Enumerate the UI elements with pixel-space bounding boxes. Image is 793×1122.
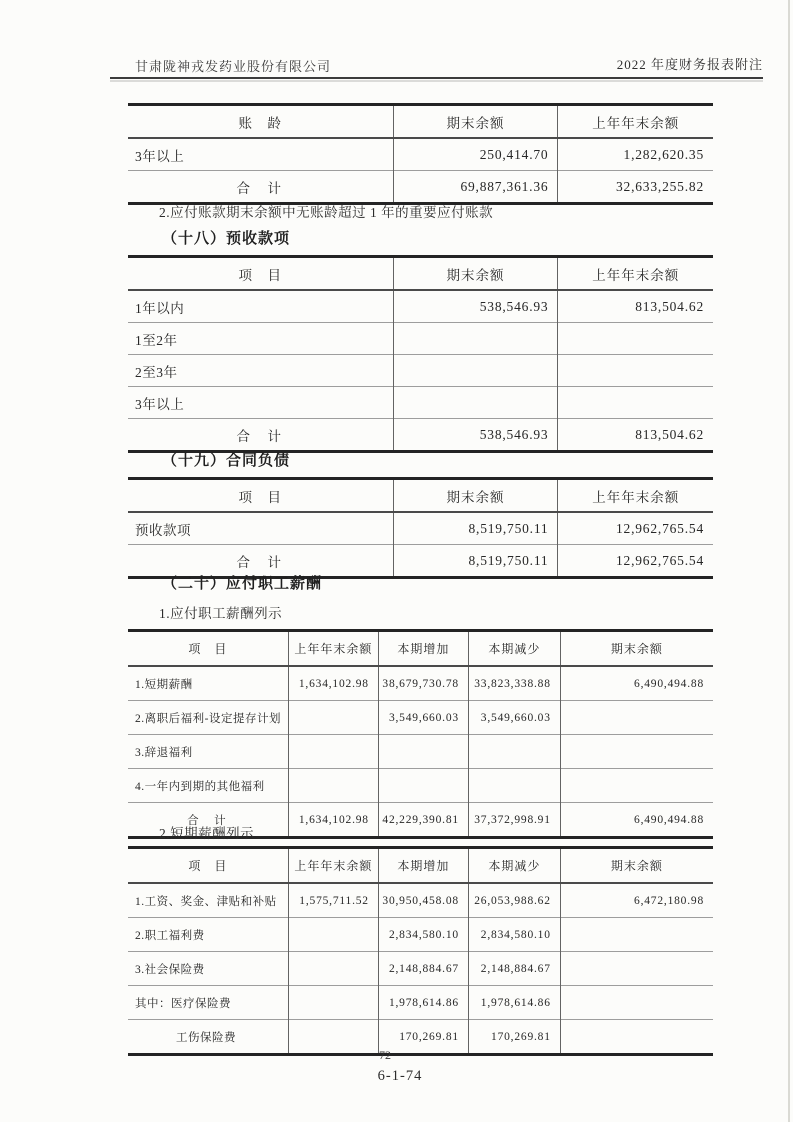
row-label: 1.工资、奖金、津贴和补贴	[128, 883, 288, 918]
amount-cell	[288, 986, 378, 1020]
column-header: 项 目	[128, 257, 393, 291]
amount-cell: 1,575,711.52	[288, 883, 378, 918]
amount-cell: 3,549,660.03	[468, 701, 560, 735]
column-header: 项 目	[128, 479, 393, 513]
employee-compensation-table-wrap	[128, 629, 713, 839]
amount-cell	[378, 769, 468, 803]
report-title: 2022 年度财务报表附注	[616, 57, 763, 72]
section-20-subitem-2: 2.短期薪酬列示	[159, 826, 255, 841]
table-row	[128, 138, 713, 171]
column-header: 期末余额	[393, 257, 558, 291]
table-row	[128, 986, 713, 1020]
row-label: 3.社会保险费	[128, 952, 288, 986]
amount-cell: 12,962,765.54	[558, 545, 713, 578]
header-rule	[110, 77, 763, 79]
short-term-compensation-table-wrap	[128, 846, 713, 1056]
row-label: 2.离职后福利-设定提存计划	[128, 701, 288, 735]
row-label: 3年以上	[128, 387, 393, 419]
row-label: 4.一年内到期的其他福利	[128, 769, 288, 803]
amount-cell	[288, 952, 378, 986]
amount-cell: 170,269.81	[468, 1020, 560, 1055]
amount-cell: 1,282,620.35	[623, 146, 704, 162]
amount-cell	[558, 323, 713, 355]
amount-cell: 1,634,102.98	[288, 666, 378, 701]
amount-cell	[560, 701, 713, 735]
amount-cell	[560, 986, 713, 1020]
row-label: 其中：医疗保险费	[128, 986, 288, 1020]
amount-cell: 8,519,750.11	[393, 512, 558, 545]
row-label: 1年以内	[128, 290, 393, 323]
column-header: 本期增加	[378, 631, 468, 667]
header-row	[128, 257, 713, 291]
page-number: 72	[379, 1048, 391, 1062]
column-header: 期末余额	[393, 105, 558, 139]
table-row	[128, 323, 713, 355]
column-header: 项 目	[128, 631, 288, 667]
amount-cell: 1,978,614.86	[468, 986, 560, 1020]
table-row	[128, 419, 713, 452]
column-header: 本期减少	[468, 848, 560, 884]
amount-cell: 42,229,390.81	[378, 803, 468, 838]
amount-cell	[560, 918, 713, 952]
amount-cell: 3,549,660.03	[378, 701, 468, 735]
table-row	[128, 355, 713, 387]
column-header: 上年年末余额	[558, 105, 713, 139]
amount-cell	[468, 769, 560, 803]
row-label: 1至2年	[128, 323, 393, 355]
contract-liabilities-table-wrap	[128, 477, 713, 579]
header-row	[128, 848, 713, 884]
amount-cell: 37,372,998.91	[468, 803, 560, 838]
accounts-payable-aging-table	[128, 103, 713, 205]
amount-cell	[288, 735, 378, 769]
amount-cell: 32,633,255.82	[558, 171, 713, 204]
amount-cell: 538,546.93	[393, 419, 558, 452]
amount-cell: 250,414.70	[393, 138, 558, 171]
row-label: 2至3年	[128, 355, 393, 387]
column-header: 账 龄	[128, 105, 393, 139]
amount-cell	[378, 735, 468, 769]
amount-cell: 69,887,361.36	[393, 171, 558, 204]
amount-cell	[468, 735, 560, 769]
company-name: 甘肃陇神戎发药业股份有限公司	[135, 59, 332, 74]
amount-cell: 813,504.62	[558, 419, 713, 452]
amount-cell: 33,823,338.88	[468, 666, 560, 701]
amount-cell	[288, 918, 378, 952]
table-row	[128, 918, 713, 952]
column-header: 期末余额	[393, 479, 558, 513]
column-header: 期末余额	[560, 631, 713, 667]
table-row	[128, 952, 713, 986]
amount-cell	[560, 769, 713, 803]
amount-cell: 12,962,765.54	[615, 520, 704, 536]
column-header: 本期减少	[468, 631, 560, 667]
amount-cell: 26,053,988.62	[468, 883, 560, 918]
table-row	[128, 666, 713, 701]
advance-receipts-table	[128, 255, 713, 453]
row-label: 合 计	[128, 545, 393, 578]
amount-cell: 8,519,750.11	[393, 545, 558, 578]
employee-compensation-table	[128, 629, 713, 839]
amount-cell: 6,472,180.98	[634, 894, 704, 907]
table-row	[128, 883, 713, 918]
amount-cell	[558, 387, 713, 419]
document-code: 6-1-74	[377, 1068, 423, 1084]
column-header: 项 目	[128, 848, 288, 884]
payables-aging-table-wrap	[128, 103, 713, 205]
table-row	[128, 735, 713, 769]
header-row	[128, 631, 713, 667]
section-19-heading: （十九）合同负债	[162, 453, 291, 469]
amount-cell: 6,490,494.88	[560, 803, 713, 838]
amount-cell	[558, 355, 713, 387]
header-row	[128, 479, 713, 513]
column-header: 上年年末余额	[558, 257, 713, 291]
row-label: 合 计	[128, 803, 288, 838]
amount-cell	[560, 735, 713, 769]
table-row	[128, 387, 713, 419]
amount-cell: 170,269.81	[378, 1020, 468, 1055]
amount-cell: 1,634,102.98	[288, 803, 378, 838]
section-20-subitem-1: 1.应付职工薪酬列示	[159, 606, 283, 621]
table-row	[128, 290, 713, 323]
amount-cell	[393, 355, 558, 387]
advance-receipts-table-wrap	[128, 255, 713, 453]
row-label: 3年以上	[128, 138, 393, 171]
amount-cell: 30,950,458.08	[378, 883, 468, 918]
amount-cell: 1,978,614.86	[378, 986, 468, 1020]
amount-cell	[288, 701, 378, 735]
column-header: 期末余额	[560, 848, 713, 884]
amount-cell: 2,148,884.67	[468, 952, 560, 986]
column-header: 上年年末余额	[288, 848, 378, 884]
header-row	[128, 105, 713, 139]
table-row	[128, 769, 713, 803]
row-label: 3.辞退福利	[128, 735, 288, 769]
amount-cell: 6,490,494.88	[634, 677, 704, 690]
section-18-heading: （十八）预收款项	[162, 231, 291, 247]
amount-cell	[560, 952, 713, 986]
row-label: 工伤保险费	[128, 1020, 288, 1055]
short-term-compensation-table	[128, 846, 713, 1056]
amount-cell: 2,834,580.10	[468, 918, 560, 952]
column-header: 上年年末余额	[558, 479, 713, 513]
row-label: 1.短期薪酬	[128, 666, 288, 701]
scan-edge-shadow	[788, 0, 790, 1122]
row-label: 合 计	[128, 419, 393, 452]
amount-cell	[393, 323, 558, 355]
amount-cell: 538,546.93	[393, 290, 558, 323]
amount-cell: 2,148,884.67	[378, 952, 468, 986]
column-header: 本期增加	[378, 848, 468, 884]
table-row	[128, 701, 713, 735]
table-row	[128, 171, 713, 204]
amount-cell: 2,834,580.10	[378, 918, 468, 952]
column-header: 上年年末余额	[288, 631, 378, 667]
row-label: 合 计	[128, 171, 393, 204]
amount-cell	[393, 387, 558, 419]
amount-cell: 813,504.62	[635, 298, 704, 314]
contract-liabilities-table	[128, 477, 713, 579]
amount-cell	[288, 769, 378, 803]
row-label: 预收款项	[128, 512, 393, 545]
row-label: 2.职工福利费	[128, 918, 288, 952]
payables-note: 2.应付账款期末余额中无账龄超过 1 年的重要应付账款	[159, 205, 494, 220]
section-20-heading: （二十）应付职工薪酬	[162, 576, 323, 592]
amount-cell: 38,679,730.78	[378, 666, 468, 701]
table-row	[128, 512, 713, 545]
